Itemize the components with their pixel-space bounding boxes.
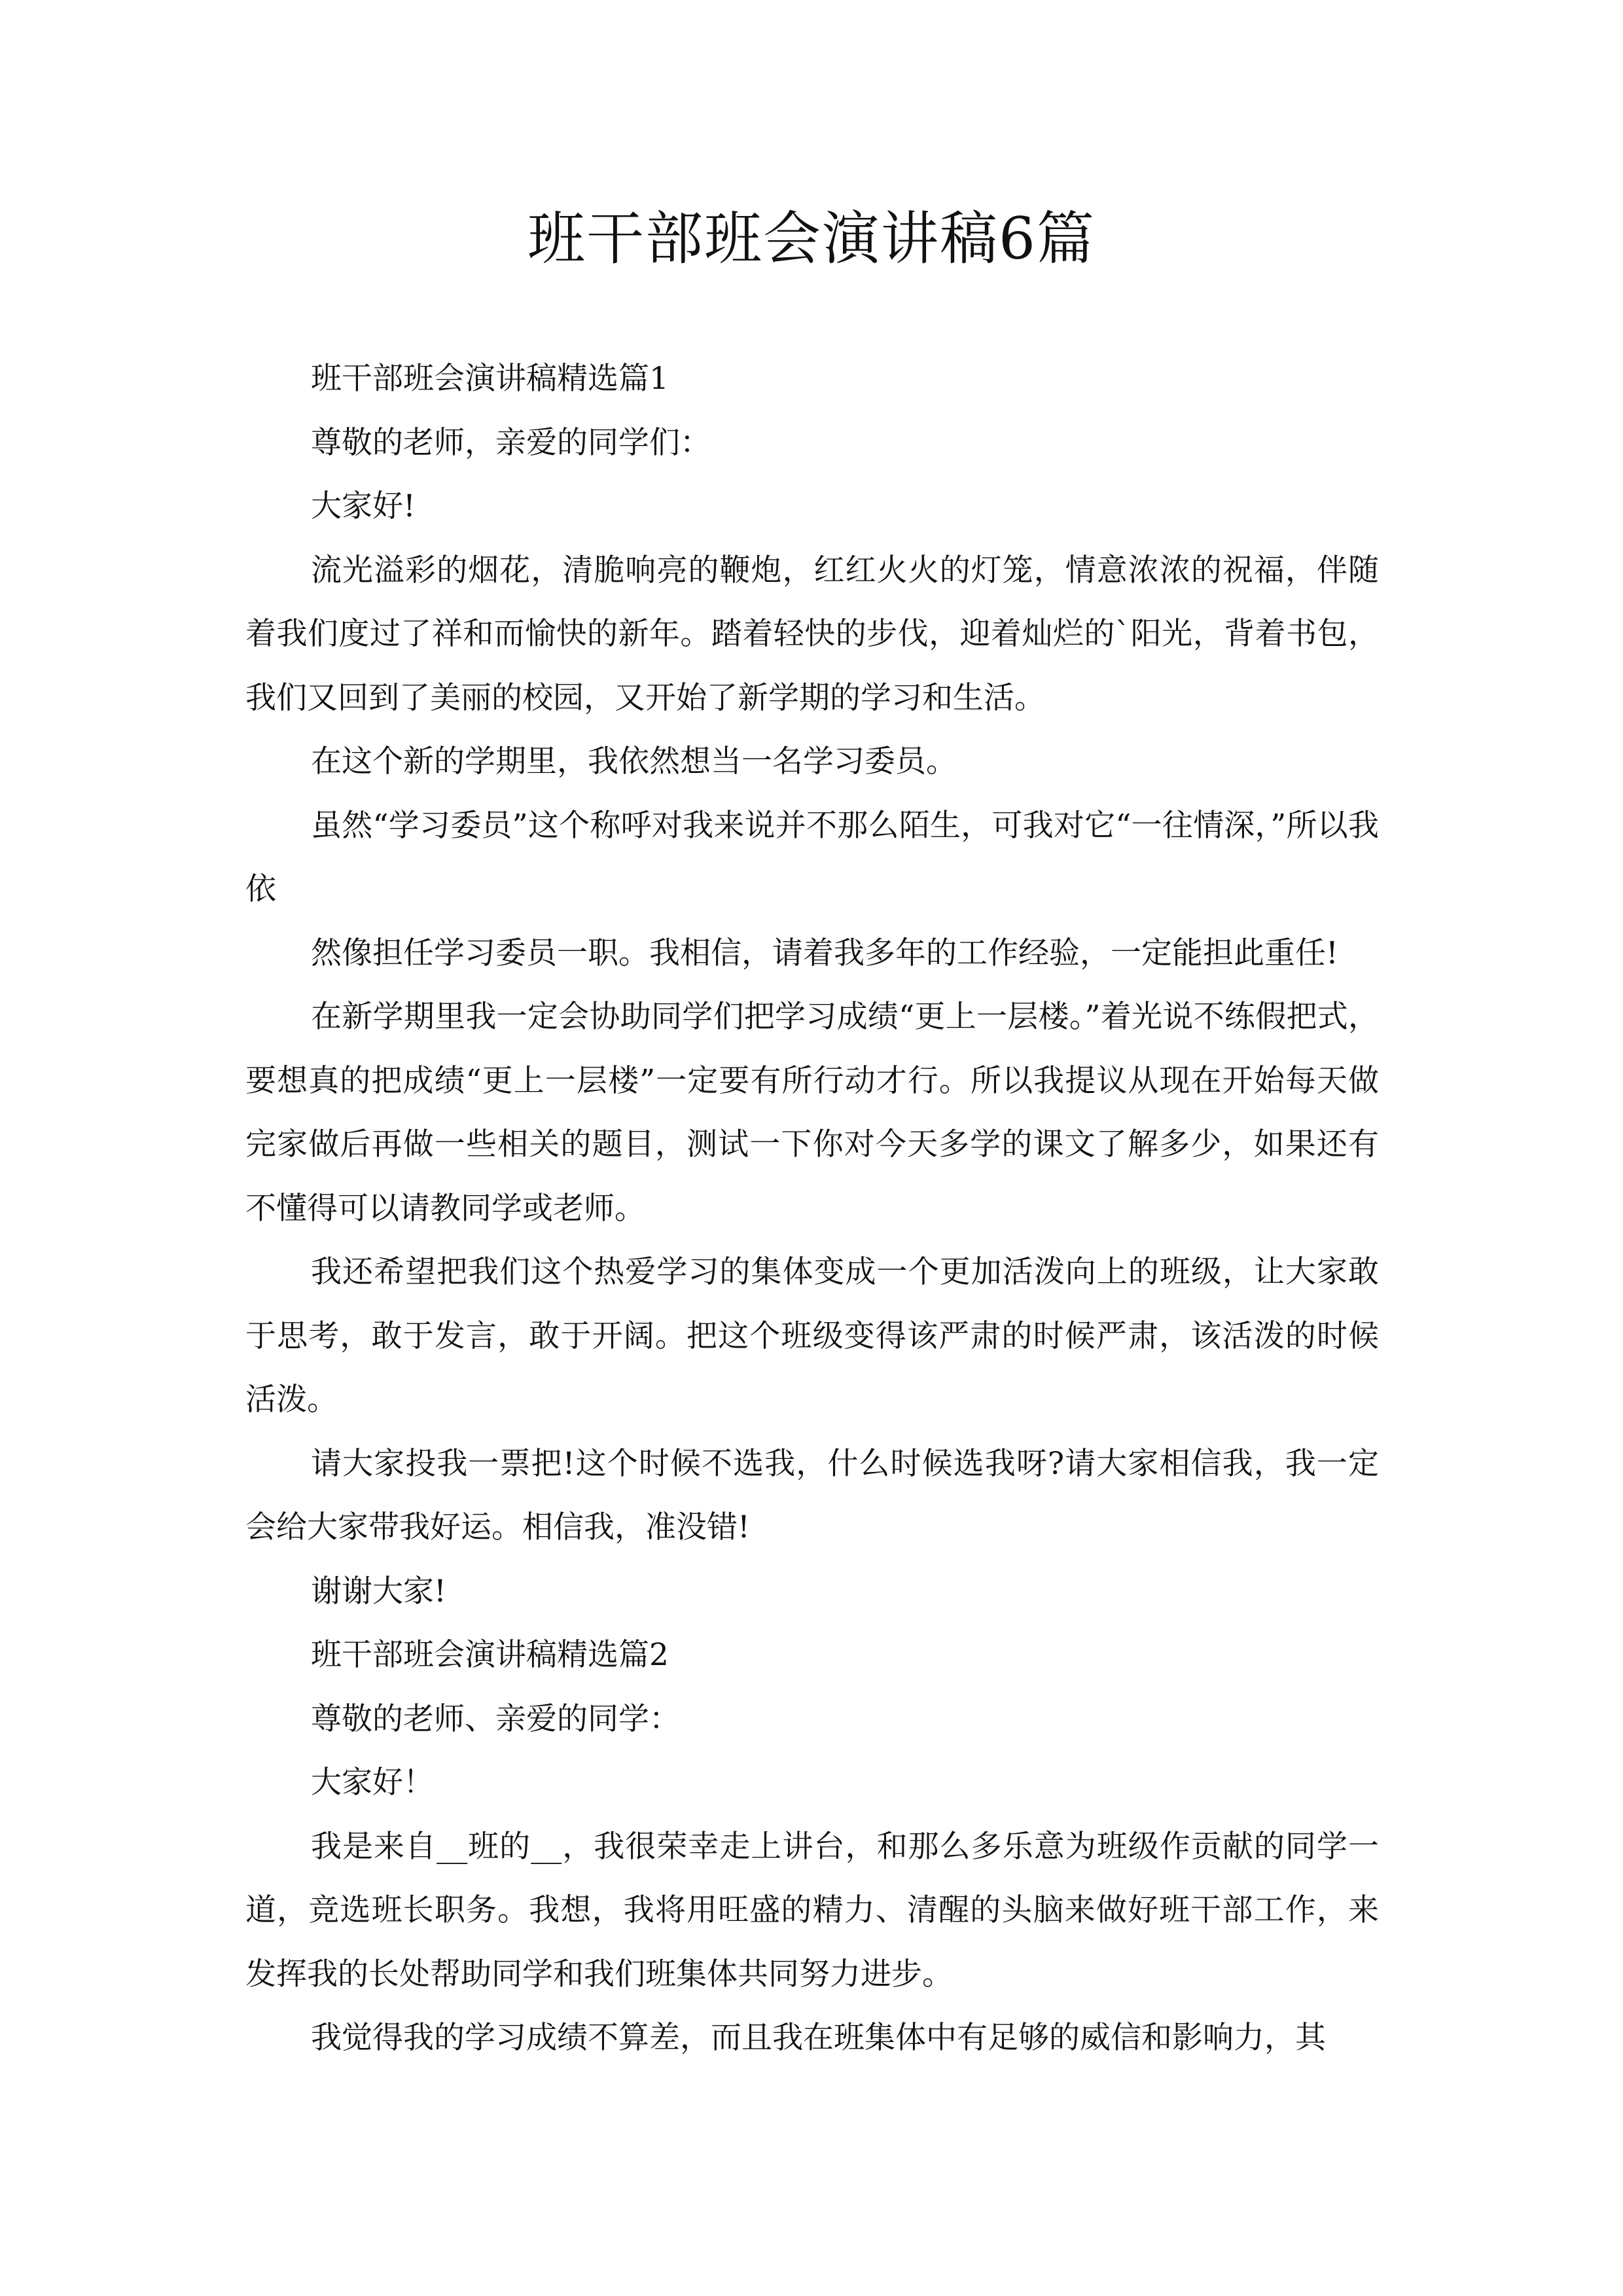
body-paragraph: 我觉得我的学习成绩不算差，而且我在班集体中有足够的威信和影响力，其	[311, 2020, 1326, 2056]
document-title: 班干部班会演讲稿6篇	[527, 205, 1096, 272]
closing: 谢谢大家!	[311, 1573, 446, 1609]
salutation: 尊敬的老师、亲爱的同学：	[311, 1700, 680, 1737]
body-paragraph: 在新学期里我一定会协助同学们把学习成绩“更上一层楼。”着光说不练假把式，要想真的把成绩“更上一层楼”一定要有所行动才行。所以我提议从现在开始每天做完家做后再做一些相关的题目，测试一下你对今天多学的课文了解多少，如果还有不懂得可以请教同学或老师。	[245, 999, 1379, 1227]
body-paragraph: 我还希望把我们这个热爱学习的集体变成一个更加活泼向上的班级，让大家敢于思考，敢于发言，敢于开阔。把这个班级变得该严肃的时候严肃，该活泼的时候活泼。	[245, 1254, 1379, 1418]
body-paragraph: 然像担任学习委员一职。我相信，请着我多年的工作经验，一定能担此重任!	[311, 935, 1338, 971]
document-body	[245, 347, 1379, 2070]
section-heading-1: 班干部班会演讲稿精选篇1	[311, 361, 669, 397]
greeting: 大家好!	[311, 488, 416, 524]
salutation: 尊敬的老师，亲爱的同学们：	[311, 424, 711, 461]
body-paragraph: 流光溢彩的烟花，清脆响亮的鞭炮，红红火火的灯笼，情意浓浓的祝福，伴随着我们度过了祥和而愉快的新年。踏着轻快的步伐，迎着灿烂的`阳光，背着书包，我们又回到了美丽的校园，又开始了新学期的学习和生活。	[245, 552, 1379, 716]
body-paragraph: 请大家投我一票把!这个时候不选我，什么时候选我呀?请大家相信我，我一定会给大家带我好运。相信我，准没错!	[245, 1445, 1379, 1545]
body-paragraph: 我是来自__班的__，我很荣幸走上讲台，和那么多乐意为班级作贡献的同学一道，竞选班长职务。我想，我将用旺盛的精力、清醒的头脑来做好班干部工作，来发挥我的长处帮助同学和我们班集体共同努力进步。	[245, 1828, 1379, 1992]
section-heading-2: 班干部班会演讲稿精选篇2	[311, 1637, 669, 1673]
body-paragraph: 在这个新的学期里，我依然想当一名学习委员。	[311, 744, 957, 780]
greeting: 大家好！	[311, 1765, 434, 1801]
body-paragraph: 虽然“学习委员”这个称呼对我来说并不那么陌生，可我对它“一往情深，”所以我依	[245, 807, 1379, 907]
